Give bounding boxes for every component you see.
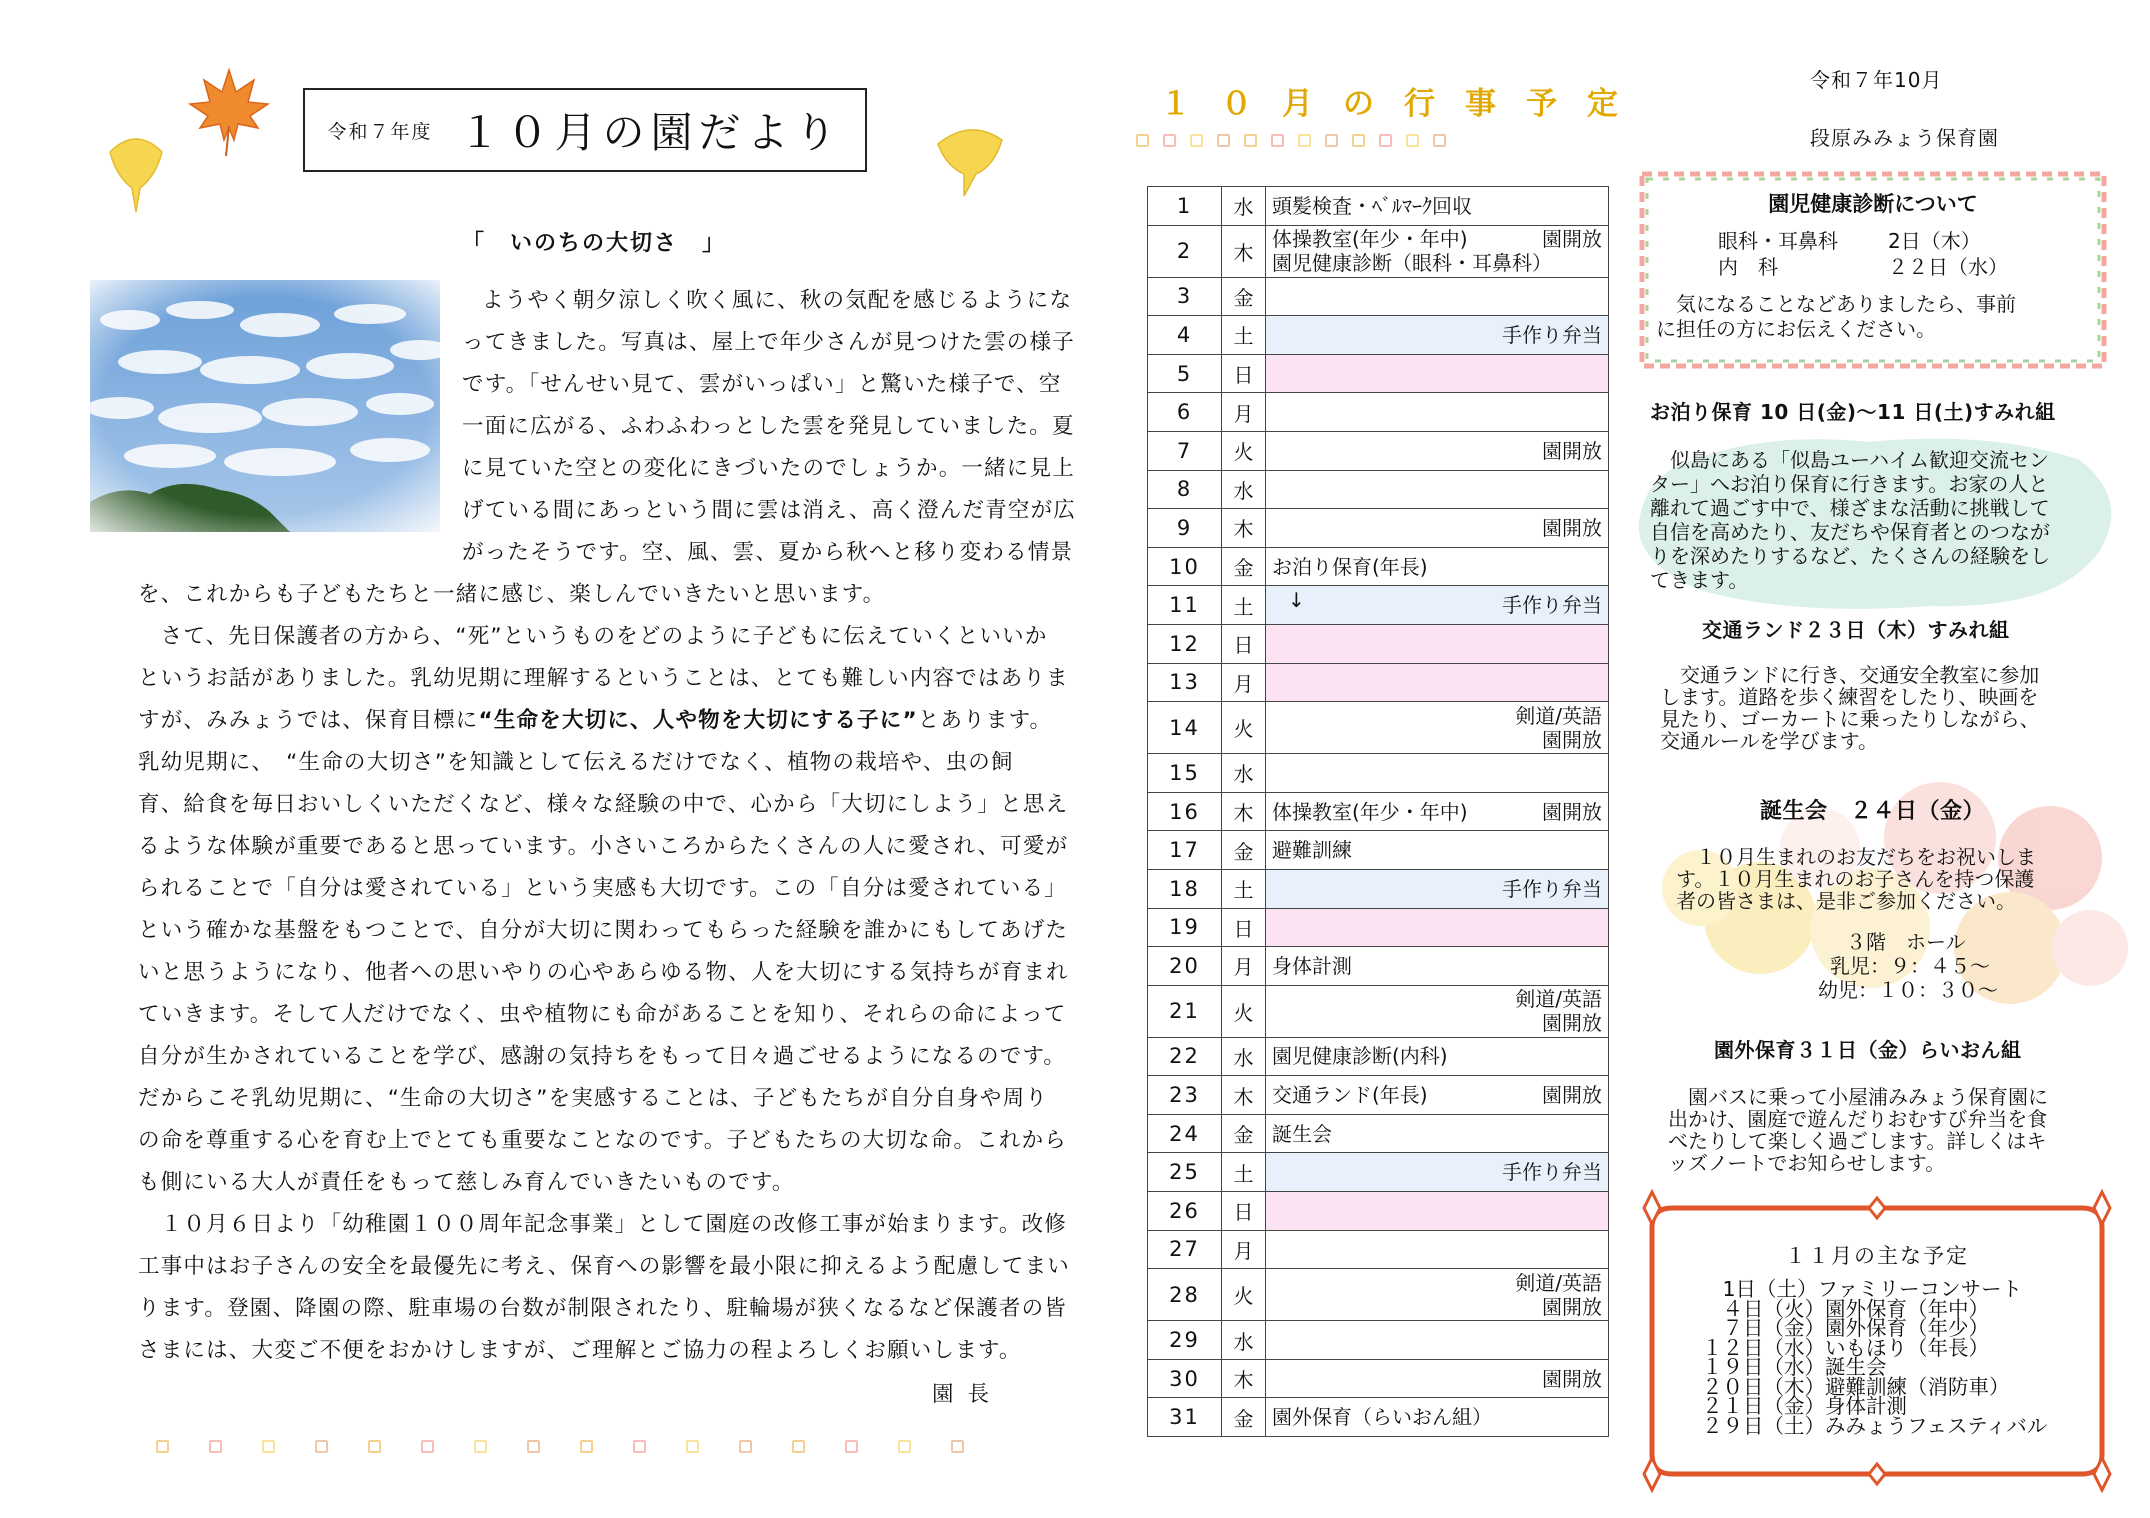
essay-line: ります。登園、降園の際、駐車場の台数が制限されたり、駐輪場が狭くなるなど保護者の皆 (138, 1296, 1067, 1321)
schedule-events (1266, 908, 1609, 947)
schedule-events (1266, 354, 1609, 393)
schedule-event-line (1272, 728, 1602, 752)
schedule-weekday: 金 (1222, 831, 1266, 870)
schedule-event-note: 手作り弁当 (1502, 1160, 1602, 1185)
sleepover-title: お泊り保育 10 日(金)～11 日(土)すみれ組 (1650, 400, 2056, 424)
november-schedule-box (1632, 1188, 2122, 1494)
schedule-day: 4 (1148, 316, 1222, 355)
schedule-event-line (1272, 877, 1602, 901)
schedule-event: 園外保育（らいおん組） (1272, 1405, 1492, 1430)
schedule-event-note: 手作り弁当 (1502, 322, 1602, 347)
health-title: 園児健康診断について (1768, 192, 1978, 216)
schedule-row (1148, 586, 1609, 625)
schedule-event-note: 剣道/英語 (1515, 987, 1602, 1012)
schedule-events (1266, 1114, 1609, 1153)
schedule-weekday: 水 (1222, 187, 1266, 226)
schedule-events (1266, 1037, 1609, 1076)
birthday-line: １０月生まれのお友だちをお祝いしま (1676, 845, 2036, 869)
schedule-event-note: 手作り弁当 (1502, 876, 1602, 901)
schedule-row (1148, 947, 1609, 986)
schedule-events (1266, 754, 1609, 793)
schedule-event: 避難訓練 (1272, 838, 1352, 863)
sleepover-line: ター」へお泊り保育に行きます。お家の人と (1650, 472, 2049, 496)
schedule-weekday: 土 (1222, 1153, 1266, 1192)
sleepover-line: 離れて過ごす中で、様ざまな活動に挑戦して (1650, 496, 2050, 520)
schedule-weekday: 木 (1222, 792, 1266, 831)
schedule-row (1148, 754, 1609, 793)
schedule-event-line (1272, 1160, 1602, 1184)
essay-line: 工事中はお子さんの安全を最優先に考え、保育への影響を最小限に抑えるよう配慮してまい (138, 1254, 1070, 1279)
health-row-label: 眼科・耳鼻科 (1718, 229, 1838, 253)
schedule-weekday: 水 (1222, 754, 1266, 793)
health-row-label: 内 科 (1718, 255, 1778, 279)
november-item: １２日（水）いもほり（年長） (1702, 1335, 1989, 1360)
schedule-weekday: 土 (1222, 316, 1266, 355)
birthday-text (1676, 846, 2036, 912)
schedule-weekday: 火 (1222, 985, 1266, 1037)
schedule-event-line (1272, 954, 1602, 978)
schedule-event: 園児健康診断(内科) (1272, 1044, 1448, 1069)
schedule-row (1148, 225, 1609, 277)
traffic-line: 交通ルールを学びます。 (1660, 729, 1878, 753)
traffic-line: 見たり、ゴーカートに乗ったりしながら、 (1660, 707, 2040, 731)
ginkgo-leaf-icon (104, 132, 168, 214)
schedule-row (1148, 509, 1609, 548)
schedule-events (1266, 225, 1609, 277)
health-row-value: 2日（木） (1888, 229, 1981, 253)
schedule-event-line (1272, 439, 1602, 463)
schedule-events (1266, 1192, 1609, 1231)
schedule-day: 16 (1148, 792, 1222, 831)
birthday-time: 幼児：１０：３０～ (1818, 978, 1998, 1002)
schedule-events (1266, 470, 1609, 509)
schedule-row (1148, 1153, 1609, 1192)
schedule-event-line (1272, 1295, 1602, 1319)
schedule-row (1148, 354, 1609, 393)
essay-line: 一面に広がる、ふわふわっとした雲を発見していました。夏 (462, 414, 1075, 439)
schedule-event-line (1272, 987, 1602, 1011)
ginkgo-leaf-icon (934, 122, 1006, 200)
essay-line: さまには、大変ご不便をおかけしますが、ご理解とご協力の程よろしくお願いします。 (138, 1338, 1022, 1363)
sleepover-line: 似島にある「似島ユーハイム歓迎交流セン (1650, 448, 2049, 472)
schedule-row (1148, 1037, 1609, 1076)
schedule-day: 2 (1148, 225, 1222, 277)
schedule-weekday: 火 (1222, 431, 1266, 470)
schedule-row (1148, 431, 1609, 470)
essay-line: るような体験が重要であると思っています。小さいころからたくさんの人に愛され、可愛が (138, 834, 1069, 859)
birthday-line: す。１０月生まれのお子さんを持つ保護 (1676, 867, 2035, 891)
health-note-line: 気になることなどありましたら、事前 (1676, 292, 2016, 316)
schedule-events (1266, 187, 1609, 226)
schedule-events (1266, 393, 1609, 432)
newsletter-title-box (303, 88, 867, 172)
schedule-event-line (1272, 593, 1602, 617)
schedule-event-note: 園開放 (1542, 438, 1602, 463)
schedule-events (1266, 1398, 1609, 1437)
schedule-weekday: 水 (1222, 1037, 1266, 1076)
schedule-events (1266, 985, 1609, 1037)
schedule-row (1148, 1398, 1609, 1437)
outing-line: ッズノートでお知らせします。 (1668, 1151, 1946, 1175)
schedule-day: 12 (1148, 624, 1222, 663)
schedule-row (1148, 470, 1609, 509)
schedule-day: 9 (1148, 509, 1222, 548)
november-list (1702, 1277, 2048, 1438)
essay-line: いと思うようになり、他者への思いやりの心やあらゆる物、人を大切にする気持ちが育まれ (138, 960, 1069, 985)
schedule-row (1148, 547, 1609, 586)
essay-line: を、これからも子どもたちと一緒に感じ、楽しんでいきたいと思います。 (138, 582, 886, 607)
schedule-weekday: 日 (1222, 354, 1266, 393)
essay-heading: 「 いのちの大切さ 」 (462, 231, 727, 256)
sleepover-text (1650, 448, 2050, 592)
schedule-day: 6 (1148, 393, 1222, 432)
schedule-event-note: 園開放 (1542, 1083, 1602, 1108)
sleepover-line: てきます。 (1650, 568, 1749, 592)
schedule-weekday: 木 (1222, 1076, 1266, 1115)
birthday-title: 誕生会 ２４日（金） (1760, 799, 1986, 824)
essay-line: られることで「自分は愛されている」という実感も大切です。この「自分は愛されている」 (138, 876, 1067, 901)
schedule-day: 1 (1148, 187, 1222, 226)
schedule-row (1148, 1359, 1609, 1398)
schedule-day: 13 (1148, 663, 1222, 702)
schedule-event: 体操教室(年少・年中) (1272, 227, 1468, 252)
essay-line: の命を尊重する心を育む上でとても重要なことなのです。子どもたちの大切な命。これから (138, 1128, 1067, 1153)
health-row (1718, 228, 2090, 254)
schedule-event-note: 剣道/英語 (1515, 703, 1602, 728)
page-title: １０月の園だより (458, 108, 843, 157)
essay-line: ていきます。そして人だけでなく、虫や植物にも命があることを知り、それらの命によって (138, 1002, 1067, 1027)
schedule-row (1148, 663, 1609, 702)
schedule-events (1266, 831, 1609, 870)
schedule-weekday: 金 (1222, 1398, 1266, 1437)
essay-wrapped-text (462, 280, 1076, 574)
schedule-event-line (1272, 323, 1602, 347)
schedule-weekday: 土 (1222, 586, 1266, 625)
schedule-events (1266, 1269, 1609, 1321)
november-title: １１月の主な予定 (1785, 1244, 1969, 1268)
schedule-event: お泊り保育(年長) (1272, 554, 1428, 579)
schedule-events (1266, 702, 1609, 754)
schedule-events (1266, 624, 1609, 663)
schedule-event-note: 園開放 (1542, 1366, 1602, 1391)
schedule-weekday: 日 (1222, 624, 1266, 663)
essay-line: がったそうです。空、風、雲、夏から秋へと移り変わる情景 (462, 540, 1074, 565)
november-item: ７日（金）園外保育（年少） (1702, 1316, 1989, 1340)
essay-line: 乳幼児期に、 “生命の大切さ”を知識として伝えるだけでなく、植物の栽培や、虫の飼 (138, 750, 1014, 775)
schedule-day: 15 (1148, 754, 1222, 793)
schedule-weekday: 金 (1222, 547, 1266, 586)
issue-date: 令和７年10月 (1810, 68, 1943, 92)
schedule-event: 体操教室(年少・年中) (1272, 799, 1468, 824)
schedule-day: 29 (1148, 1321, 1222, 1360)
schedule-day: 24 (1148, 1114, 1222, 1153)
schedule-event-note: 園開放 (1542, 727, 1602, 752)
essay-line: に見ていた空との変化にきづいたのでしょうか。一緒に見上 (462, 456, 1075, 481)
schedule-row (1148, 316, 1609, 355)
schedule-weekday: 金 (1222, 277, 1266, 316)
schedule-weekday: 水 (1222, 1321, 1266, 1360)
schedule-row (1148, 624, 1609, 663)
essay-line: ようやく朝夕涼しく吹く風に、秋の気配を感じるようにな (482, 288, 1073, 313)
schedule-events (1266, 1230, 1609, 1269)
schedule-day: 23 (1148, 1076, 1222, 1115)
sky-clouds-photo (90, 280, 440, 532)
down-arrow-icon: ↓ (1288, 588, 1305, 613)
schedule-event-line (1272, 1367, 1602, 1391)
schedule-events (1266, 509, 1609, 548)
year-label: 令和７年度 (327, 120, 433, 143)
schedule-weekday: 木 (1222, 509, 1266, 548)
november-item: ４日（火）園外保育（年中） (1702, 1296, 1989, 1321)
health-checkup-box (1638, 170, 2108, 370)
schedule-row (1148, 1114, 1609, 1153)
schedule-day: 17 (1148, 831, 1222, 870)
schedule-weekday: 月 (1222, 663, 1266, 702)
essay-line: 育、給食を毎日おいしくいただくなど、様々な経験の中で、心から「大切にしよう」と思え (138, 792, 1069, 817)
schedule-event-line (1272, 1405, 1602, 1429)
november-item: ２０日（木）避難訓練（消防車） (1702, 1374, 2010, 1399)
schedule-event-line (1272, 227, 1602, 251)
schedule-event-line (1272, 251, 1602, 275)
schedule-event: 身体計測 (1272, 953, 1352, 978)
schedule-day: 27 (1148, 1230, 1222, 1269)
essay-line: げている間にあっという間に雲は消え、高く澄んだ青空が広 (462, 498, 1076, 523)
essay-line: だからこそ乳幼児期に、“生命の大切さ”を実感することは、子どもたちが自分自身や周り (138, 1086, 1048, 1111)
signature: 園長 (932, 1382, 1004, 1407)
schedule-event-note: 園開放 (1542, 515, 1602, 540)
schedule-row (1148, 1192, 1609, 1231)
schedule-event-note: 園開放 (1542, 227, 1602, 252)
schedule-event-line (1272, 516, 1602, 540)
sleepover-line: りを深めたりするなど、たくさんの経験をし (1650, 544, 2050, 568)
health-row-value: ２２日（水） (1888, 255, 2008, 279)
schedule-weekday: 月 (1222, 393, 1266, 432)
schedule-event: 頭髪検査・ﾍﾞﾙﾏｰｸ回収 (1272, 193, 1472, 218)
schedule-events (1266, 1153, 1609, 1192)
schedule-row (1148, 831, 1609, 870)
schedule-day: 26 (1148, 1192, 1222, 1231)
essay-line: も側にいる大人が責任をもって慈しみ育んでいきたいものです。 (138, 1170, 795, 1195)
schedule-event-line (1272, 194, 1602, 218)
outing-text (1668, 1086, 2048, 1174)
schedule-day: 22 (1148, 1037, 1222, 1076)
schedule-event-line (1272, 1122, 1602, 1146)
schedule-row (1148, 1269, 1609, 1321)
schedule-day: 28 (1148, 1269, 1222, 1321)
schedule-day: 10 (1148, 547, 1222, 586)
schedule-weekday: 月 (1222, 1230, 1266, 1269)
schedule-event-line (1272, 555, 1602, 579)
essay-line: すが、みみょうでは、保育目標に“生命を大切に、人や物を大切にする子に”とあります。 (138, 708, 1053, 733)
schedule-event-line (1272, 838, 1602, 862)
traffic-line: します。道路を歩く練習をしたり、映画を (1660, 685, 2039, 709)
schedule-weekday: 土 (1222, 869, 1266, 908)
schedule-events (1266, 1321, 1609, 1360)
childcare-goal-emphasis: “生命を大切に、人や物を大切にする子に” (478, 708, 918, 733)
schedule-event-note: 園開放 (1542, 1011, 1602, 1036)
schedule-day: 11 (1148, 586, 1222, 625)
outing-line: 園バスに乗って小屋浦みみょう保育園に (1668, 1085, 2048, 1109)
schedule-row (1148, 1230, 1609, 1269)
sleepover-line: 自信を高めたり、友だちや保育者とのつなが (1650, 520, 2050, 544)
november-item: ２１日（金）身体計測 (1702, 1394, 1907, 1418)
essay-line: １０月６日より「幼稚園１００周年記念事業」として園庭の改修工事が始まります。改修 (138, 1212, 1067, 1237)
schedule-events (1266, 547, 1609, 586)
schedule-event-line (1272, 1044, 1602, 1068)
essay-line: 自分が生かされていることを学び、感謝の気持ちをもって日々過ごせるようになるのです。 (138, 1044, 1067, 1069)
schedule-events (1266, 316, 1609, 355)
health-note (1656, 292, 2090, 342)
schedule-day: 14 (1148, 702, 1222, 754)
traffic-title: 交通ランド２３日（木）すみれ組 (1702, 618, 2010, 642)
schedule-weekday: 日 (1222, 908, 1266, 947)
essay-line: ってきました。写真は、屋上で年少さんが見つけた雲の様子 (462, 330, 1075, 355)
schedule-row (1148, 792, 1609, 831)
schedule-weekday: 日 (1222, 1192, 1266, 1231)
schedule-weekday: 火 (1222, 702, 1266, 754)
schedule-day: 25 (1148, 1153, 1222, 1192)
schedule-event-line (1272, 800, 1602, 824)
schedule-events (1266, 431, 1609, 470)
birthday-time: 乳児：９：４５～ (1830, 954, 1990, 978)
dot-decoration-bottom (156, 1440, 964, 1453)
essay-line: です。「せんせい見て、雲がいっぱい」と驚いた様子で、空 (462, 372, 1062, 397)
schedule-events (1266, 1076, 1609, 1115)
schedule-weekday: 木 (1222, 225, 1266, 277)
schedule-title: １０月の行事予定 (1160, 86, 1648, 122)
schedule-events (1266, 869, 1609, 908)
schedule-weekday: 木 (1222, 1359, 1266, 1398)
schedule-event-note: 手作り弁当 (1502, 593, 1602, 618)
schedule-event: 誕生会 (1272, 1121, 1332, 1146)
schedule-day: 19 (1148, 908, 1222, 947)
schedule-events (1266, 792, 1609, 831)
birthday-line: 者の皆さまは、是非ご参加ください。 (1676, 889, 2016, 913)
schedule-events (1266, 663, 1609, 702)
november-item: 1日（土）ファミリーコンサート (1702, 1277, 2023, 1301)
schedule-row (1148, 393, 1609, 432)
schedule-weekday: 金 (1222, 1114, 1266, 1153)
schedule-weekday: 水 (1222, 470, 1266, 509)
schedule-event-note: 園開放 (1542, 1294, 1602, 1319)
schedule-row (1148, 1321, 1609, 1360)
schedule-row (1148, 908, 1609, 947)
essay-line: という確かな基盤をもつことで、自分が大切に関わってもらった経験を誰かにもしてあげた (138, 918, 1069, 943)
essay-full-text (138, 574, 1070, 1372)
schedule-events (1266, 947, 1609, 986)
dot-decoration-top (1136, 134, 1446, 147)
schedule-day: 18 (1148, 869, 1222, 908)
schedule-event-line (1272, 1011, 1602, 1035)
essay-line: というお話がありました。乳幼児期に理解するということは、とても難しい内容ではありま (138, 666, 1069, 691)
schedule-day: 8 (1148, 470, 1222, 509)
schedule-event: 交通ランド(年長) (1272, 1083, 1428, 1108)
birthday-place: ３階 ホール (1846, 930, 1966, 954)
outing-title: 園外保育３１日（金）らいおん組 (1714, 1038, 2022, 1062)
schedule-day: 31 (1148, 1398, 1222, 1437)
schedule-event-note: 剣道/英語 (1515, 1270, 1602, 1295)
schedule-day: 20 (1148, 947, 1222, 986)
outing-line: べたりして楽しく過ごします。詳しくはキ (1668, 1129, 2047, 1153)
schedule-events (1266, 1359, 1609, 1398)
outing-line: 出かけ、園庭で遊んだりおむすび弁当を食 (1668, 1107, 2048, 1131)
schedule-events (1266, 586, 1609, 625)
schedule-event-line (1272, 1083, 1602, 1107)
schedule-day: 30 (1148, 1359, 1222, 1398)
schedule-day: 21 (1148, 985, 1222, 1037)
health-note-line: に担任の方にお伝えください。 (1656, 317, 1936, 341)
traffic-line: 交通ランドに行き、交通安全教室に参加 (1660, 663, 2040, 687)
schedule-row (1148, 869, 1609, 908)
schedule-row (1148, 702, 1609, 754)
schedule-row (1148, 187, 1609, 226)
schedule-events (1266, 277, 1609, 316)
schedule-event-note: 園開放 (1542, 799, 1602, 824)
essay-line: さて、先日保護者の方から、“死”というものをどのように子どもに伝えていくといいか (138, 624, 1048, 649)
schedule-event-line (1272, 1271, 1602, 1295)
schedule-table (1147, 186, 1609, 1437)
schedule-event-line (1272, 704, 1602, 728)
schedule-weekday: 月 (1222, 947, 1266, 986)
november-item: ２９日（土）みみょうフェスティバル (1702, 1413, 2048, 1438)
schedule-row (1148, 1076, 1609, 1115)
health-row (1718, 254, 2090, 280)
organization-name: 段原みみょう保育園 (1810, 126, 1999, 150)
maple-leaf-icon (186, 66, 272, 158)
schedule-day: 7 (1148, 431, 1222, 470)
schedule-day: 3 (1148, 277, 1222, 316)
november-item: １９日（水）誕生会 (1702, 1355, 1887, 1379)
schedule-day: 5 (1148, 354, 1222, 393)
schedule-row (1148, 277, 1609, 316)
schedule-row (1148, 985, 1609, 1037)
schedule-weekday: 火 (1222, 1269, 1266, 1321)
schedule-event: 園児健康診断（眼科・耳鼻科） (1272, 251, 1552, 276)
traffic-text (1660, 664, 2040, 752)
